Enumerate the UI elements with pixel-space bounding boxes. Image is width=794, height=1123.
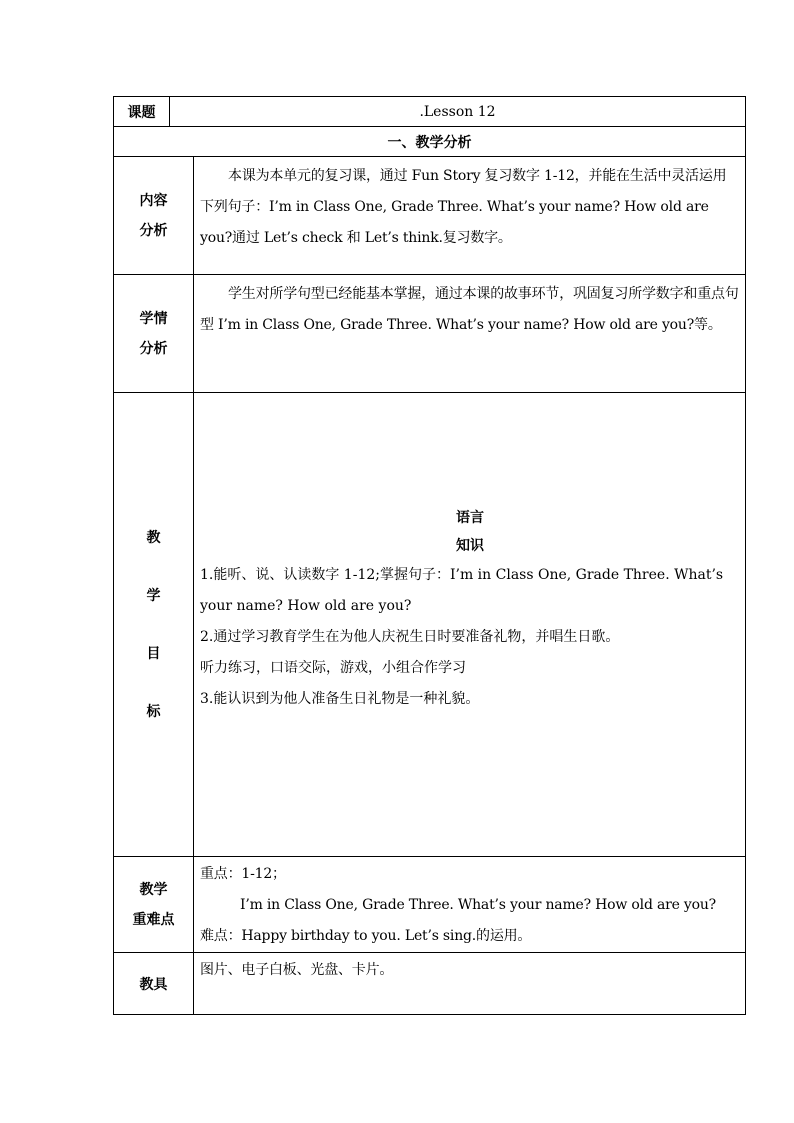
teaching-goals-label-char-2: 学 — [146, 587, 161, 604]
goals-subheading-line1: 语言 — [456, 510, 484, 526]
key-point-sentences: I’m in Class One, Grade Three. What’s your name? How old are you? — [240, 897, 716, 913]
key-points-label — [114, 857, 194, 953]
section1-row — [114, 127, 746, 157]
teaching-goals-content — [194, 393, 746, 857]
goal-item-1: 1.能听、说、认读数字 1-12;掌握句子：I’m in Class One, Grade Three. What’s your name? How old are you? — [200, 567, 724, 614]
teaching-goals-label-char-1: 教 — [146, 529, 161, 546]
topic-label: 课题 — [114, 97, 170, 127]
student-analysis-label — [114, 275, 194, 393]
student-analysis-label-line2: 分析 — [139, 340, 168, 357]
content-analysis-row — [114, 157, 746, 275]
lesson-plan-sheet — [113, 96, 745, 1015]
key-points-row — [114, 857, 746, 953]
teaching-aids-label: 教具 — [114, 953, 194, 1015]
key-points-label-line1: 教学 — [139, 881, 168, 898]
key-point-difficulty: 难点：Happy birthday to you. Let’s sing.的运用。 — [200, 928, 532, 944]
section1-title: 一、教学分析 — [114, 127, 746, 157]
goal-item-2: 2.通过学习教育学生在为他人庆祝生日时要准备礼物，并唱生日歌。 — [200, 629, 620, 645]
key-points-label-line2: 重难点 — [132, 911, 175, 928]
teaching-aids-row — [114, 953, 746, 1015]
content-analysis-label — [114, 157, 194, 275]
content-analysis-label-line1: 内容 — [139, 192, 168, 209]
student-analysis-label-line1: 学情 — [139, 310, 168, 327]
student-analysis-row — [114, 275, 746, 393]
key-points-content — [194, 857, 746, 953]
key-point-focus: 重点：1-12； — [200, 866, 286, 882]
goal-item-3: 3.能认识到为他人准备生日礼物是一种礼貌。 — [200, 691, 480, 707]
lesson-plan-table — [113, 96, 746, 1015]
teaching-goals-row — [114, 393, 746, 857]
teaching-goals-label-char-4: 标 — [146, 703, 161, 720]
goal-item-2b: 听力练习，口语交际，游戏，小组合作学习 — [200, 660, 466, 676]
content-analysis-label-line2: 分析 — [139, 222, 168, 239]
goals-subheading-line2: 知识 — [456, 538, 484, 554]
lesson-title: .Lesson 12 — [170, 97, 746, 127]
student-analysis-text: 学生对所学句型已经能基本掌握，通过本课的故事环节，巩固复习所学数字和重点句型 I’m in Class One, Grade Three. What’s your name? How old are you?等。 — [194, 275, 746, 393]
topic-row — [114, 97, 746, 127]
teaching-goals-label-char-3: 目 — [146, 645, 161, 662]
content-analysis-text: 本课为本单元的复习课，通过 Fun Story 复习数字 1-12，并能在生活中灵活运用下列句子：I’m in Class One, Grade Three. What’s your name? How old are you?通过 Let’s check 和 Let’s think.复习数字。 — [194, 157, 746, 275]
teaching-aids-text: 图片、电子白板、光盘、卡片。 — [194, 953, 746, 1015]
teaching-goals-label — [114, 393, 194, 857]
